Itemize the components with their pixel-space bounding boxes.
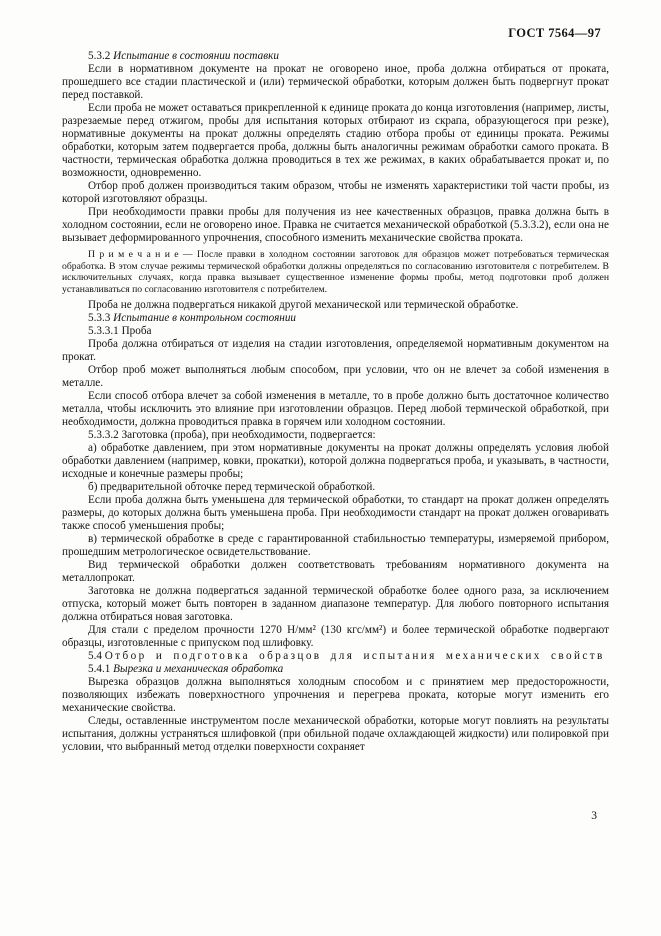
paragraph: Заготовка не должна подвергаться заданной термической обработке более одного раза, за исключением отпуска, который может быть повторен в заданном диапазоне температур. Для любого повторного испытания должна отбираться новая заготовка. bbox=[62, 585, 609, 624]
paragraph: Следы, оставленные инструментом после механической обработки, которые могут повлиять на результаты испытания, должны устраняться шлифовкой (при обильной подаче охлаждающей жидкости) или полировкой при условии, что выбранный метод отделки поверхности сохраняет bbox=[62, 715, 609, 754]
paragraph: Отбор проб должен производиться таким образом, чтобы не изменять характеристики той части пробы, из которой изготовляют образцы. bbox=[62, 180, 609, 205]
document-header: ГОСТ 7564—97 bbox=[508, 26, 601, 40]
section-heading-5-3-3 bbox=[62, 312, 609, 325]
paragraph-list-item-b: б) предварительной обточке перед термической обработкой. bbox=[88, 481, 376, 494]
paragraph: 5.3.3.2 Заготовка (проба), при необходимости, подвергается: bbox=[88, 429, 376, 442]
paragraph: Проба не должна подвергаться никакой другой механической или термической обработке. bbox=[88, 299, 519, 312]
paragraph: Если проба не может оставаться прикрепленной к единице проката до конца изготовления (например, листы, разрезаемые перед отжигом, пробы для испытания которых отбирают из скрапа, образующегося при резке), нормативные документы на прокат должны определять стадию отбора пробы от единицы проката. Режимы обработки, которым затем подвергается проба, должны быть аналогичны режимам обработки самого проката. В частности, термическая обработка должна проводиться в тех же режимах, в каких обрабатывается прокат и, по возможности, одновременно. bbox=[62, 102, 609, 179]
section-number: 5.3.2 bbox=[88, 50, 111, 62]
paragraph: Проба должна отбираться от изделия на стадии изготовления, определяемой нормативным документом на прокат. bbox=[62, 338, 609, 364]
paragraph: Вырезка образцов должна выполняться холодным способом и с принятием мер предосторожности, позволяющих избежать поверхностного упрочнения и перегрева проката, которые могут изменить его механические свойства. bbox=[62, 676, 609, 715]
section-number: 5.4 bbox=[88, 650, 102, 663]
section-title: Испытание в состоянии поставки bbox=[113, 50, 279, 62]
section-number: 5.4.1 bbox=[88, 663, 111, 676]
section-heading-5-3-2 bbox=[62, 50, 609, 63]
paragraph: Если в нормативном документе на прокат не оговорено иное, проба должна отбираться от проката, прошедшего все стадии пластической и (или) термической обработки, которым должен быть подвергнут прокат перед поставкой. bbox=[62, 63, 609, 101]
section-heading-5-4-1 bbox=[62, 663, 609, 676]
document-body bbox=[62, 50, 609, 754]
note-paragraph: П р и м е ч а н и е — После правки в холодном состоянии заготовок для образцов может потребоваться термическая обработка. В этом случае режимы термической обработки должны определяться по согласованию изготовителя с потребителем. В исключительных случаях, когда правка вызывает существенное изменение формы пробы, метод подготовки проб должен устанавливаться по согласованию изготовителя с потребителем. bbox=[62, 249, 609, 295]
paragraph-list-item-v: в) термической обработке в среде с гарантированной стабильностью температуры, измеряемой прибором, прошедшим метрологическое освидетельствование. bbox=[62, 533, 609, 559]
section-title: Отбор и подготовка образцов для испытания механических свойств bbox=[104, 650, 605, 663]
paragraph: Вид термической обработки должен соответствовать требованиям нормативного документа на металлопрокат. bbox=[62, 559, 609, 585]
section-heading-5-4 bbox=[62, 650, 609, 663]
paragraph-list-item-a: а) обработке давлением, при этом нормативные документы на прокат должны определять условия любой обработки давлением (например, ковки, прокатки), которой должна подвергаться проба, и указывать, в частности, исходные и конечные размеры пробы; bbox=[62, 442, 609, 481]
paragraph: Если способ отбора влечет за собой изменения в металле, то в пробе должно быть достаточное количество металла, чтобы исключить это влияние при изготовлении образцов. Перед любой термической обработкой, при необходимости, должна проводиться правка в горячем или холодном состоянии. bbox=[62, 390, 609, 429]
section-number: 5.3.3 bbox=[88, 312, 111, 325]
section-title: Испытание в контрольном состоянии bbox=[113, 312, 297, 325]
paragraph: Если проба должна быть уменьшена для термической обработки, то стандарт на прокат должен определять размеры, до которых должна быть уменьшена проба. При необходимости стандарт на прокат должен оговаривать также способ уменьшения пробы; bbox=[62, 494, 609, 533]
page-number: 3 bbox=[591, 810, 597, 822]
paragraph: При необходимости правки пробы для получения из нее качественных образцов, правка должна быть в холодном состоянии, если не оговорено иное. Правка не считается механической обработкой (5.3.3.2), если она не вызывает деформированного упрочнения, способного изменить механические свойства проката. bbox=[62, 206, 609, 244]
paragraph: Отбор проб может выполняться любым способом, при условии, что он не влечет за собой изменения в металле. bbox=[62, 364, 609, 390]
section-title: Вырезка и механическая обработка bbox=[113, 663, 284, 676]
paragraph: Для стали с пределом прочности 1270 Н/мм² (130 кгс/мм²) и более термической обработке подвергают образцы, изготовленные с припуском под шлифовку. bbox=[62, 624, 609, 650]
paragraph: 5.3.3.1 Проба bbox=[88, 325, 152, 338]
